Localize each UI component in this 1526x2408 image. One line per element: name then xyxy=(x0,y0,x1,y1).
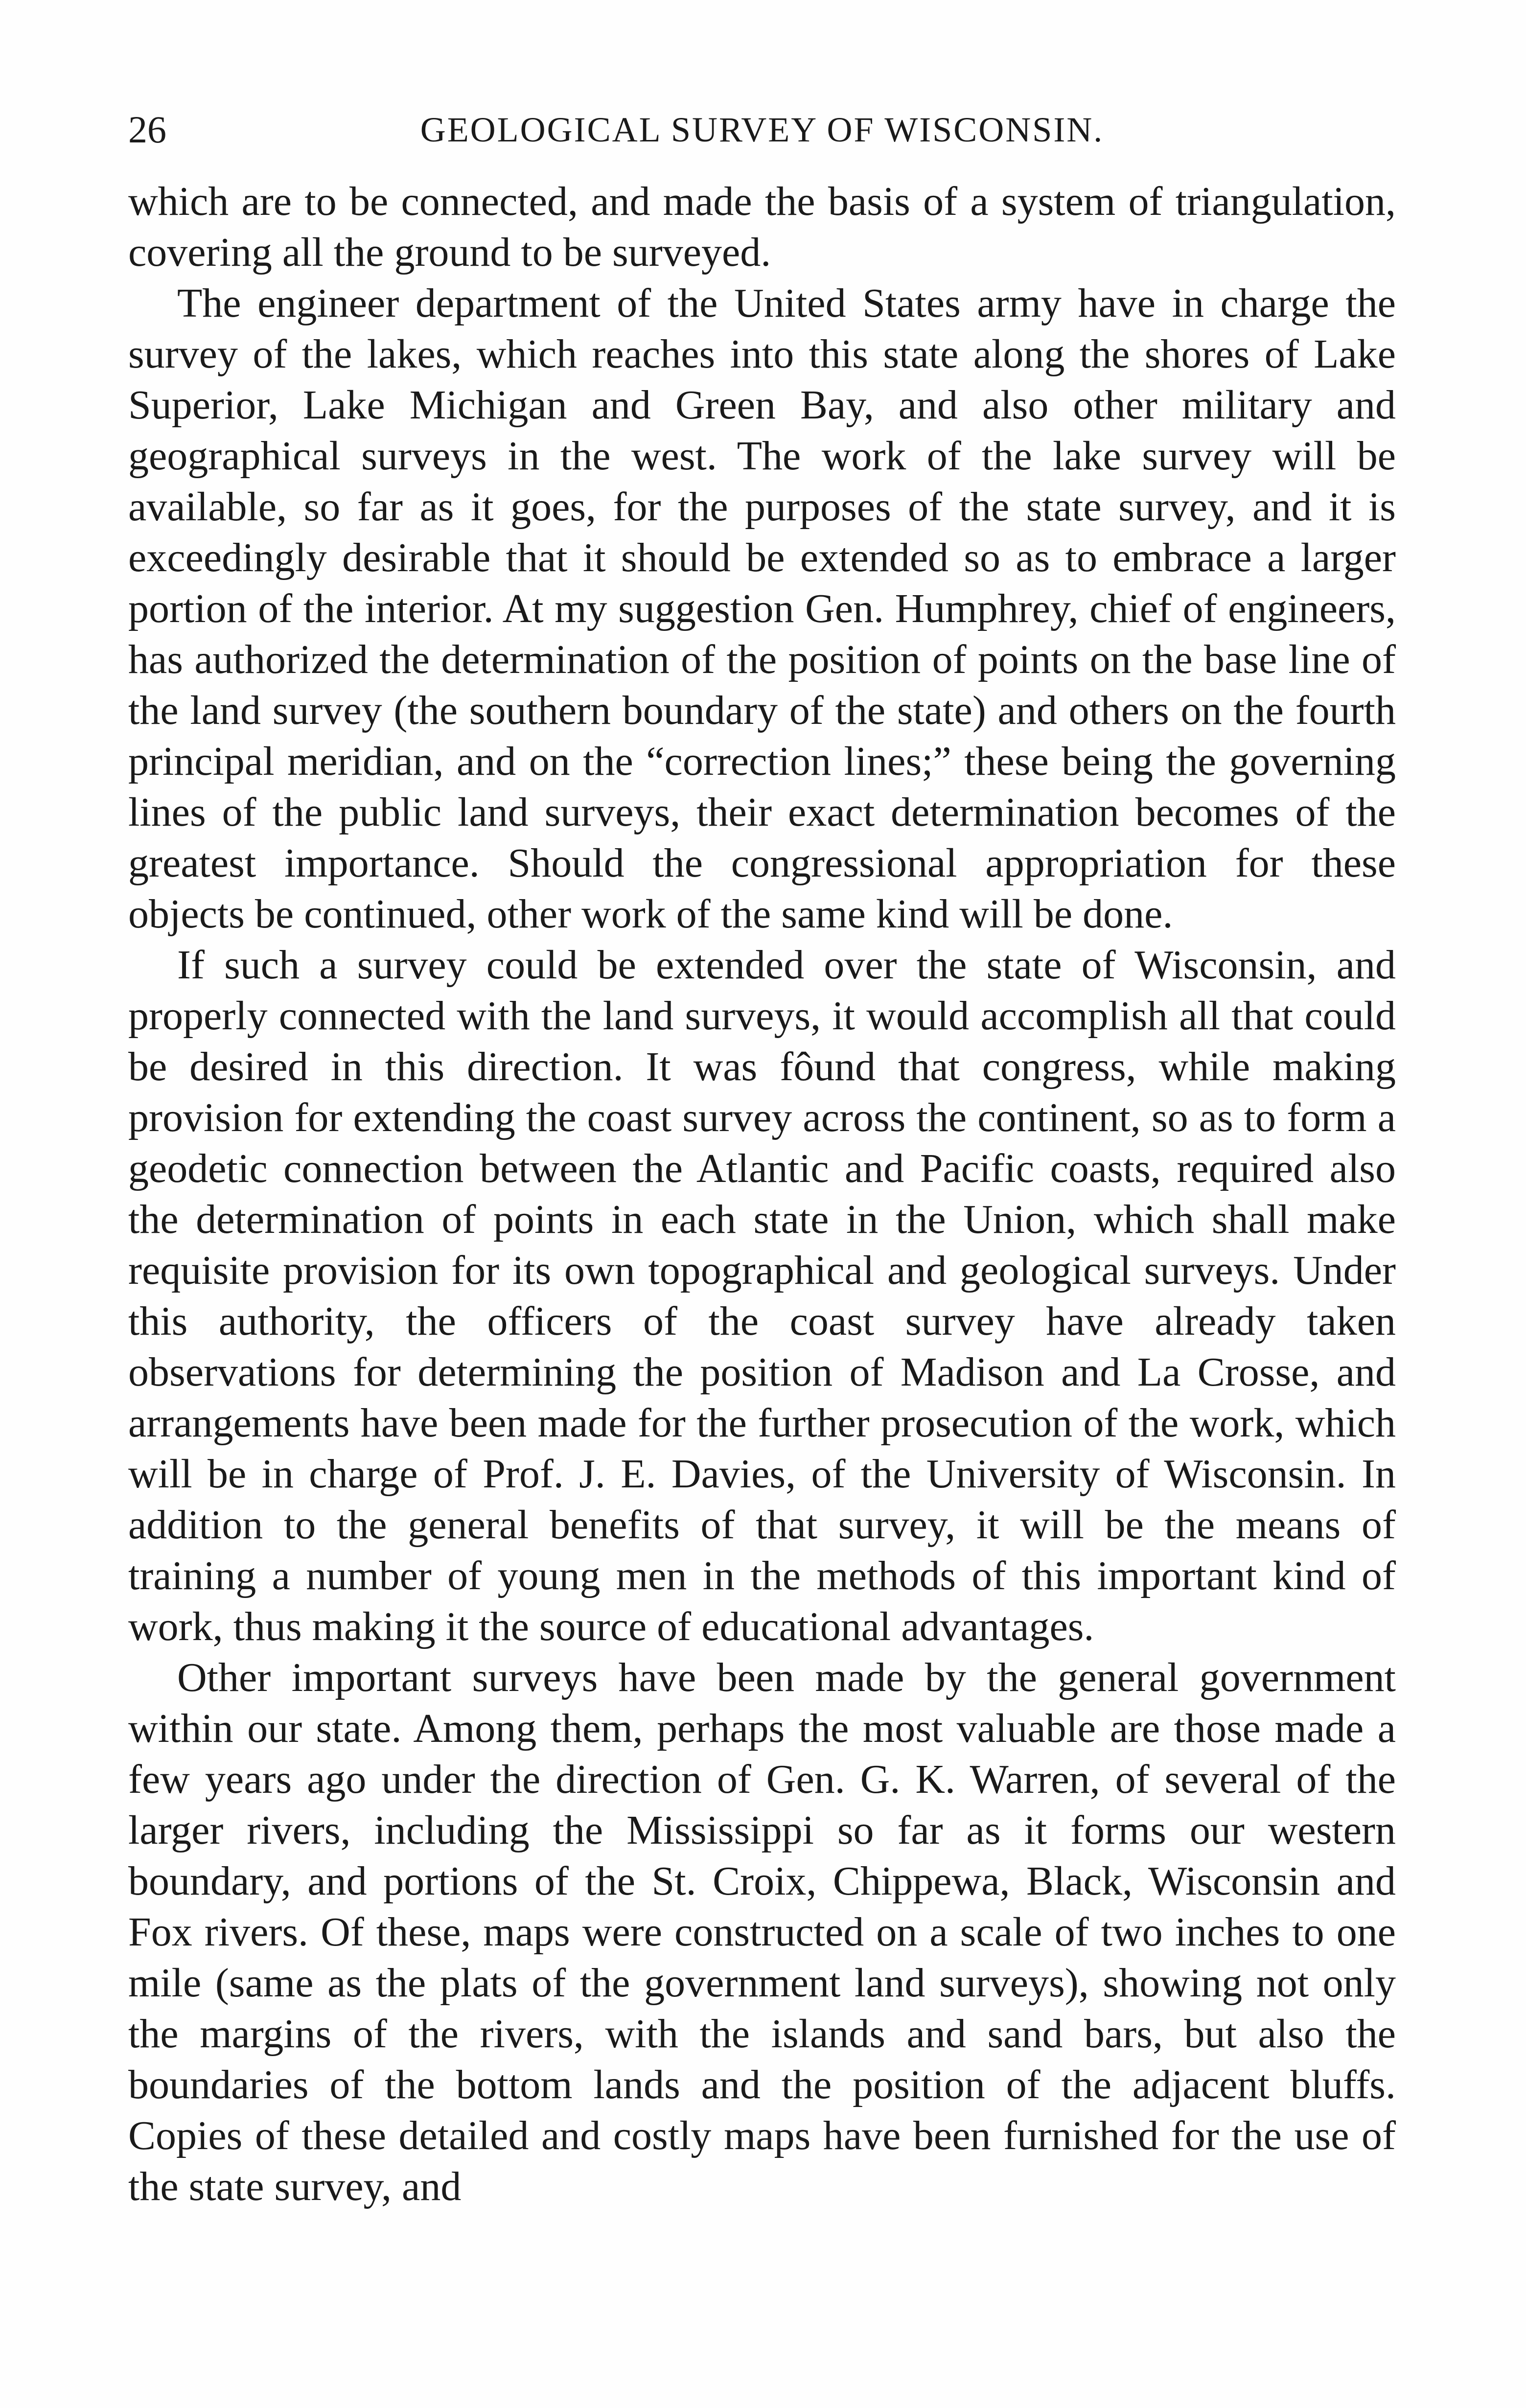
page-header xyxy=(128,103,1396,157)
paragraph-continuation: which are to be connected, and made the basis of a system of triangulation, covering all the ground to be surveyed. xyxy=(128,179,1396,275)
paragraph-engineer-department: The engineer department of the United States army have in charge the survey of the lakes, which reaches into this state along the shores of Lake Superior, Lake Michigan and Green Bay, and also other military and geographical surveys in the west. The work of the lake survey will be available, so far as it goes, for the purposes of the state survey, and it is exceedingly desirable that it should be extended so as to embrace a larger portion of the interior. At my suggestion Gen. Humphrey, chief of engineers, has authorized the determination of the position of points on the base line of the land survey (the southern boundary of the state) and others on the fourth principal meridian, and on the “correction lines;” these being the governing lines of the public land surveys, their exact determination becomes of the greatest importance. Should the congressional appropriation for these objects be continued, other work of the same kind will be done. xyxy=(128,280,1396,937)
page-number: 26 xyxy=(128,108,166,151)
running-head: GEOLOGICAL SURVEY OF WISCONSIN. xyxy=(420,110,1104,149)
paragraph-coast-survey: If such a survey could be extended over the state of Wisconsin, and properly connected with the land surveys, it would accomplish all that could be desired in this direction. It was fôund that congress, while making provision for extending the coast survey across the continent, so as to form a geodetic connection between the Atlantic and Pacific coasts, required also the determination of points in each state in the Union, which shall make requisite provision for its own topographical and geological surveys. Under this authority, the officers of the coast survey have already taken observations for determining the position of Madison and La Crosse, and arrangements have been made for the further prosecution of the work, which will be in charge of Prof. J. E. Davies, of the University of Wisconsin. In addition to the general benefits of that survey, it will be the means of training a number of young men in the methods of this important kind of work, thus making it the source of educational advantages. xyxy=(128,942,1396,1649)
body-text xyxy=(128,176,1396,2212)
paragraph-other-surveys: Other important surveys have been made by the general government within our state. Among them, perhaps the most valuable are those made a few years ago under the direction of Gen. G. K. Warren, of several of the larger rivers, including the Mississippi so far as it forms our western boundary, and portions of the St. Croix, Chippewa, Black, Wisconsin and Fox rivers. Of these, maps were constructed on a scale of two inches to one mile (same as the plats of the government land surveys), showing not only the margins of the rivers, with the islands and sand bars, but also the boundaries of the bottom lands and the position of the adjacent bluffs. Copies of these detailed and costly maps have been furnished for the use of the state survey, and xyxy=(128,1655,1396,2209)
